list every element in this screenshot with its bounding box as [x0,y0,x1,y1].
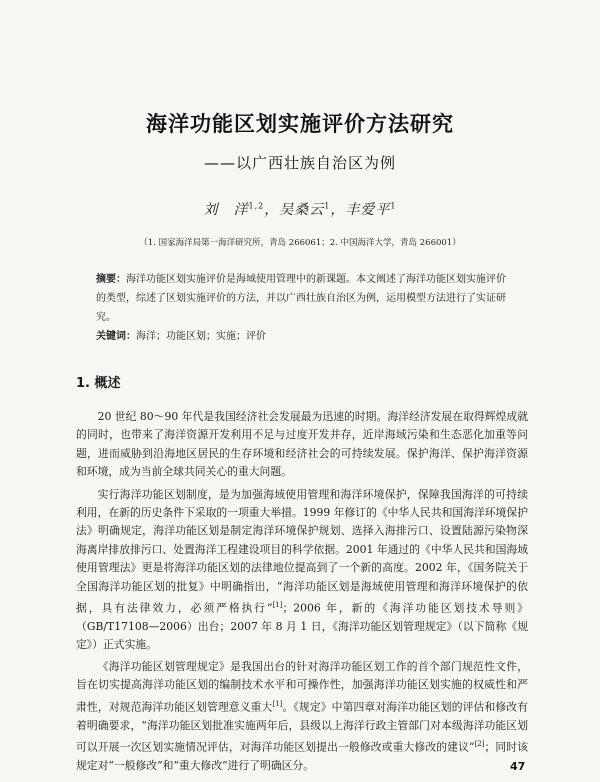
paragraph-text: ；2006 年，新的《海洋功能区划技术导则》（GB/T17108—2006）出台；2007 年 8 月 1 日，《海洋功能区划管理规定》（以下简称《规定》）正式实施。 [76,601,528,652]
author-affil-mark: 1 [324,201,331,211]
page-number: 47 [510,760,526,773]
section-heading: 1. 概述 [76,376,121,391]
citation-mark: [1] [272,601,283,610]
citation-mark: [2] [474,740,485,749]
affiliation-line: （1. 国家海洋局第一海洋研究所，青岛 266061；2. 中国海洋大学，青岛 266001） [139,238,461,248]
paragraph: 20 世纪 80～90 年代是我国经济社会发展最为迅速的时期。海洋经济发展在取得辉煌成就的同时，也带来了海洋资源开发利用不足与过度开发并存，近岸海域污染和生态恶化加重等问题，进而威胁到沿海地区居民的生存环境和经济社会的可持续发展。保护海洋、保护海洋资源和环境，成为当前全球共同关心的重大问题。 [76,410,528,479]
paragraph-text: 。《规定》中第四章对海洋功能区划的评估和修改有着明确要求，“海洋功能区划批准实施两年后，县级以上海洋行政主管部门对本级海洋功能区划可以开展一次区划实施情况评估，对海洋功能区划提出一般修改或重大修改的建议” [76,700,528,754]
paragraph-text: 《海洋功能区划管理规定》是我国出台的针对海洋功能区划工作的首个部门规范性文件，旨在切实提高海洋功能区划的编制技术水平和可操作性，加强海洋功能区划实施的权威性和严肃性，对规范海洋功能区划管理意义重大 [76,659,528,714]
abstract-body: 海洋功能区划实施评价是海域使用管理中的新课题。本文阐述了海洋功能区划实施评价的类型，综述了区划实施评价的方法，并以广西壮族自治区为例，运用模型方法进行了实证研究。 [96,274,506,323]
author-affil-mark: 1 [390,201,397,211]
citation-mark: [1] [272,699,283,708]
paper-subtitle: ——以广西壮族自治区为例 [203,154,396,172]
paragraph-text: ；同时该规定对“一般修改”和“重大修改”进行了明确区分。 [76,740,528,773]
author-name: ，吴桑云 [264,202,325,218]
paper-title: 海洋功能区划实施评价方法研究 [146,112,454,136]
abstract-label: 摘要： [96,274,126,285]
abstract-text [96,270,506,327]
body-text [76,408,528,776]
keywords-body: 海洋；功能区划；实施；评价 [136,331,266,342]
keywords-line [96,327,506,346]
author-line [0,199,600,219]
keywords-label: 关键词： [96,331,136,342]
paragraph [76,486,528,655]
author-name: 刘 洋 [203,202,249,218]
paragraph-text: 实行海洋功能区划制度，是为加强海域使用管理和海洋环境保护，保障我国海洋的可持续利用，在新的历史条件下采取的一项重大举措。1999 年修订的《中华人民共和国海洋环境保护法》明确规定，海洋功能区划是制定海洋环境保护规划、选择入海排污口、设置陆源污染物深海离岸排放排污口、处置海洋工程建设项目的科学依据。2001 年通过的《中华人民共和国海域使用管理法》更是将海洋功能区划的法律地位提高到了一个新的高度。2002 年，《国务院关于全国海洋功能区划的批复》中明确指出，“海洋功能区划是海域使用管理和海洋环境保护的依据，具有法律效力，必须严格执行” [76,487,528,615]
author-affil-mark: 1,2 [248,201,265,211]
author-name: ，丰爱平 [330,202,391,218]
paragraph [76,658,528,776]
abstract-block [96,270,506,346]
